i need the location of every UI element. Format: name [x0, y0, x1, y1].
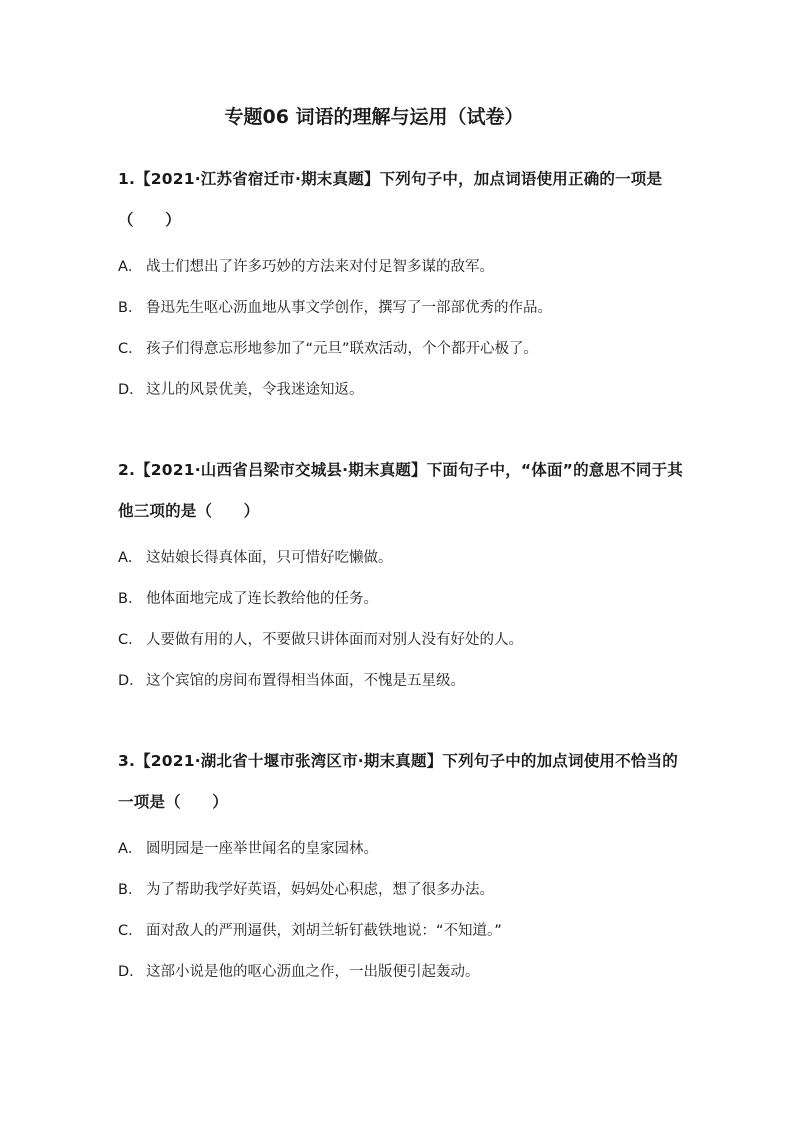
page-title: 专题06 词语的理解与运用（试卷）: [224, 106, 524, 128]
option-text: 鲁迅先生呕心沥血地从事文学创作，撰写了一部部优秀的作品。: [146, 300, 552, 316]
option-list: [118, 538, 688, 702]
option-letter: C．: [118, 341, 143, 357]
option-text: 人要做有用的人，不要做只讲体面而对别人没有好处的人。: [146, 632, 523, 648]
option-list: [118, 829, 688, 993]
option-text: 他体面地完成了连长教给他的任务。: [146, 591, 378, 607]
option-b: [118, 870, 688, 911]
question-3: [118, 741, 688, 993]
option-letter: A．: [118, 259, 143, 275]
option-list: [118, 247, 688, 411]
option-d: [118, 370, 688, 411]
option-letter: B．: [118, 591, 143, 607]
option-text: 圆明园是一座举世闻名的皇家园林。: [146, 841, 378, 857]
option-letter: C．: [118, 632, 143, 648]
option-text: 这姑娘长得真体面，只可惜好吃懒做。: [146, 550, 393, 566]
option-letter: D．: [118, 382, 144, 398]
option-text: 这儿的风景优美，令我迷途知返。: [146, 382, 364, 398]
option-c: [118, 620, 688, 661]
option-text: 为了帮助我学好英语，妈妈处心积虑，想了很多办法。: [146, 882, 494, 898]
option-text: 孩子们得意忘形地参加了“元旦”联欢活动，个个都开心极了。: [146, 341, 539, 357]
question-stem: 3.【2021·湖北省十堰市张湾区市·期末真题】下列句子中的加点词使用不恰当的一项是（ ）: [118, 752, 678, 811]
question-1: [118, 159, 688, 411]
question-stem: 1.【2021·江苏省宿迁市·期末真题】下列句子中，加点词语使用正确的一项是（ ）: [118, 170, 663, 229]
option-letter: B．: [118, 300, 143, 316]
option-a: [118, 247, 688, 288]
option-text: 面对敌人的严刑逼供，刘胡兰斩钉截铁地说：“不知道。”: [146, 923, 502, 939]
option-d: [118, 661, 688, 702]
option-a: [118, 829, 688, 870]
option-c: [118, 329, 688, 370]
option-text: 战士们想出了许多巧妙的方法来对付足智多谋的敌军。: [146, 259, 494, 275]
option-letter: C．: [118, 923, 143, 939]
option-letter: D．: [118, 964, 144, 980]
option-a: [118, 538, 688, 579]
option-d: [118, 952, 688, 993]
option-letter: B．: [118, 882, 143, 898]
option-text: 这个宾馆的房间布置得相当体面，不愧是五星级。: [146, 673, 465, 689]
option-letter: A．: [118, 841, 143, 857]
option-b: [118, 579, 688, 620]
option-c: [118, 911, 688, 952]
option-letter: A．: [118, 550, 143, 566]
question-stem: 2.【2021·山西省吕梁市交城县·期末真题】下面句子中，“体面”的意思不同于其他三项的是（ ）: [118, 461, 683, 520]
option-text: 这部小说是他的呕心沥血之作，一出版便引起轰动。: [146, 964, 480, 980]
question-2: [118, 450, 688, 702]
option-letter: D．: [118, 673, 144, 689]
option-b: [118, 288, 688, 329]
